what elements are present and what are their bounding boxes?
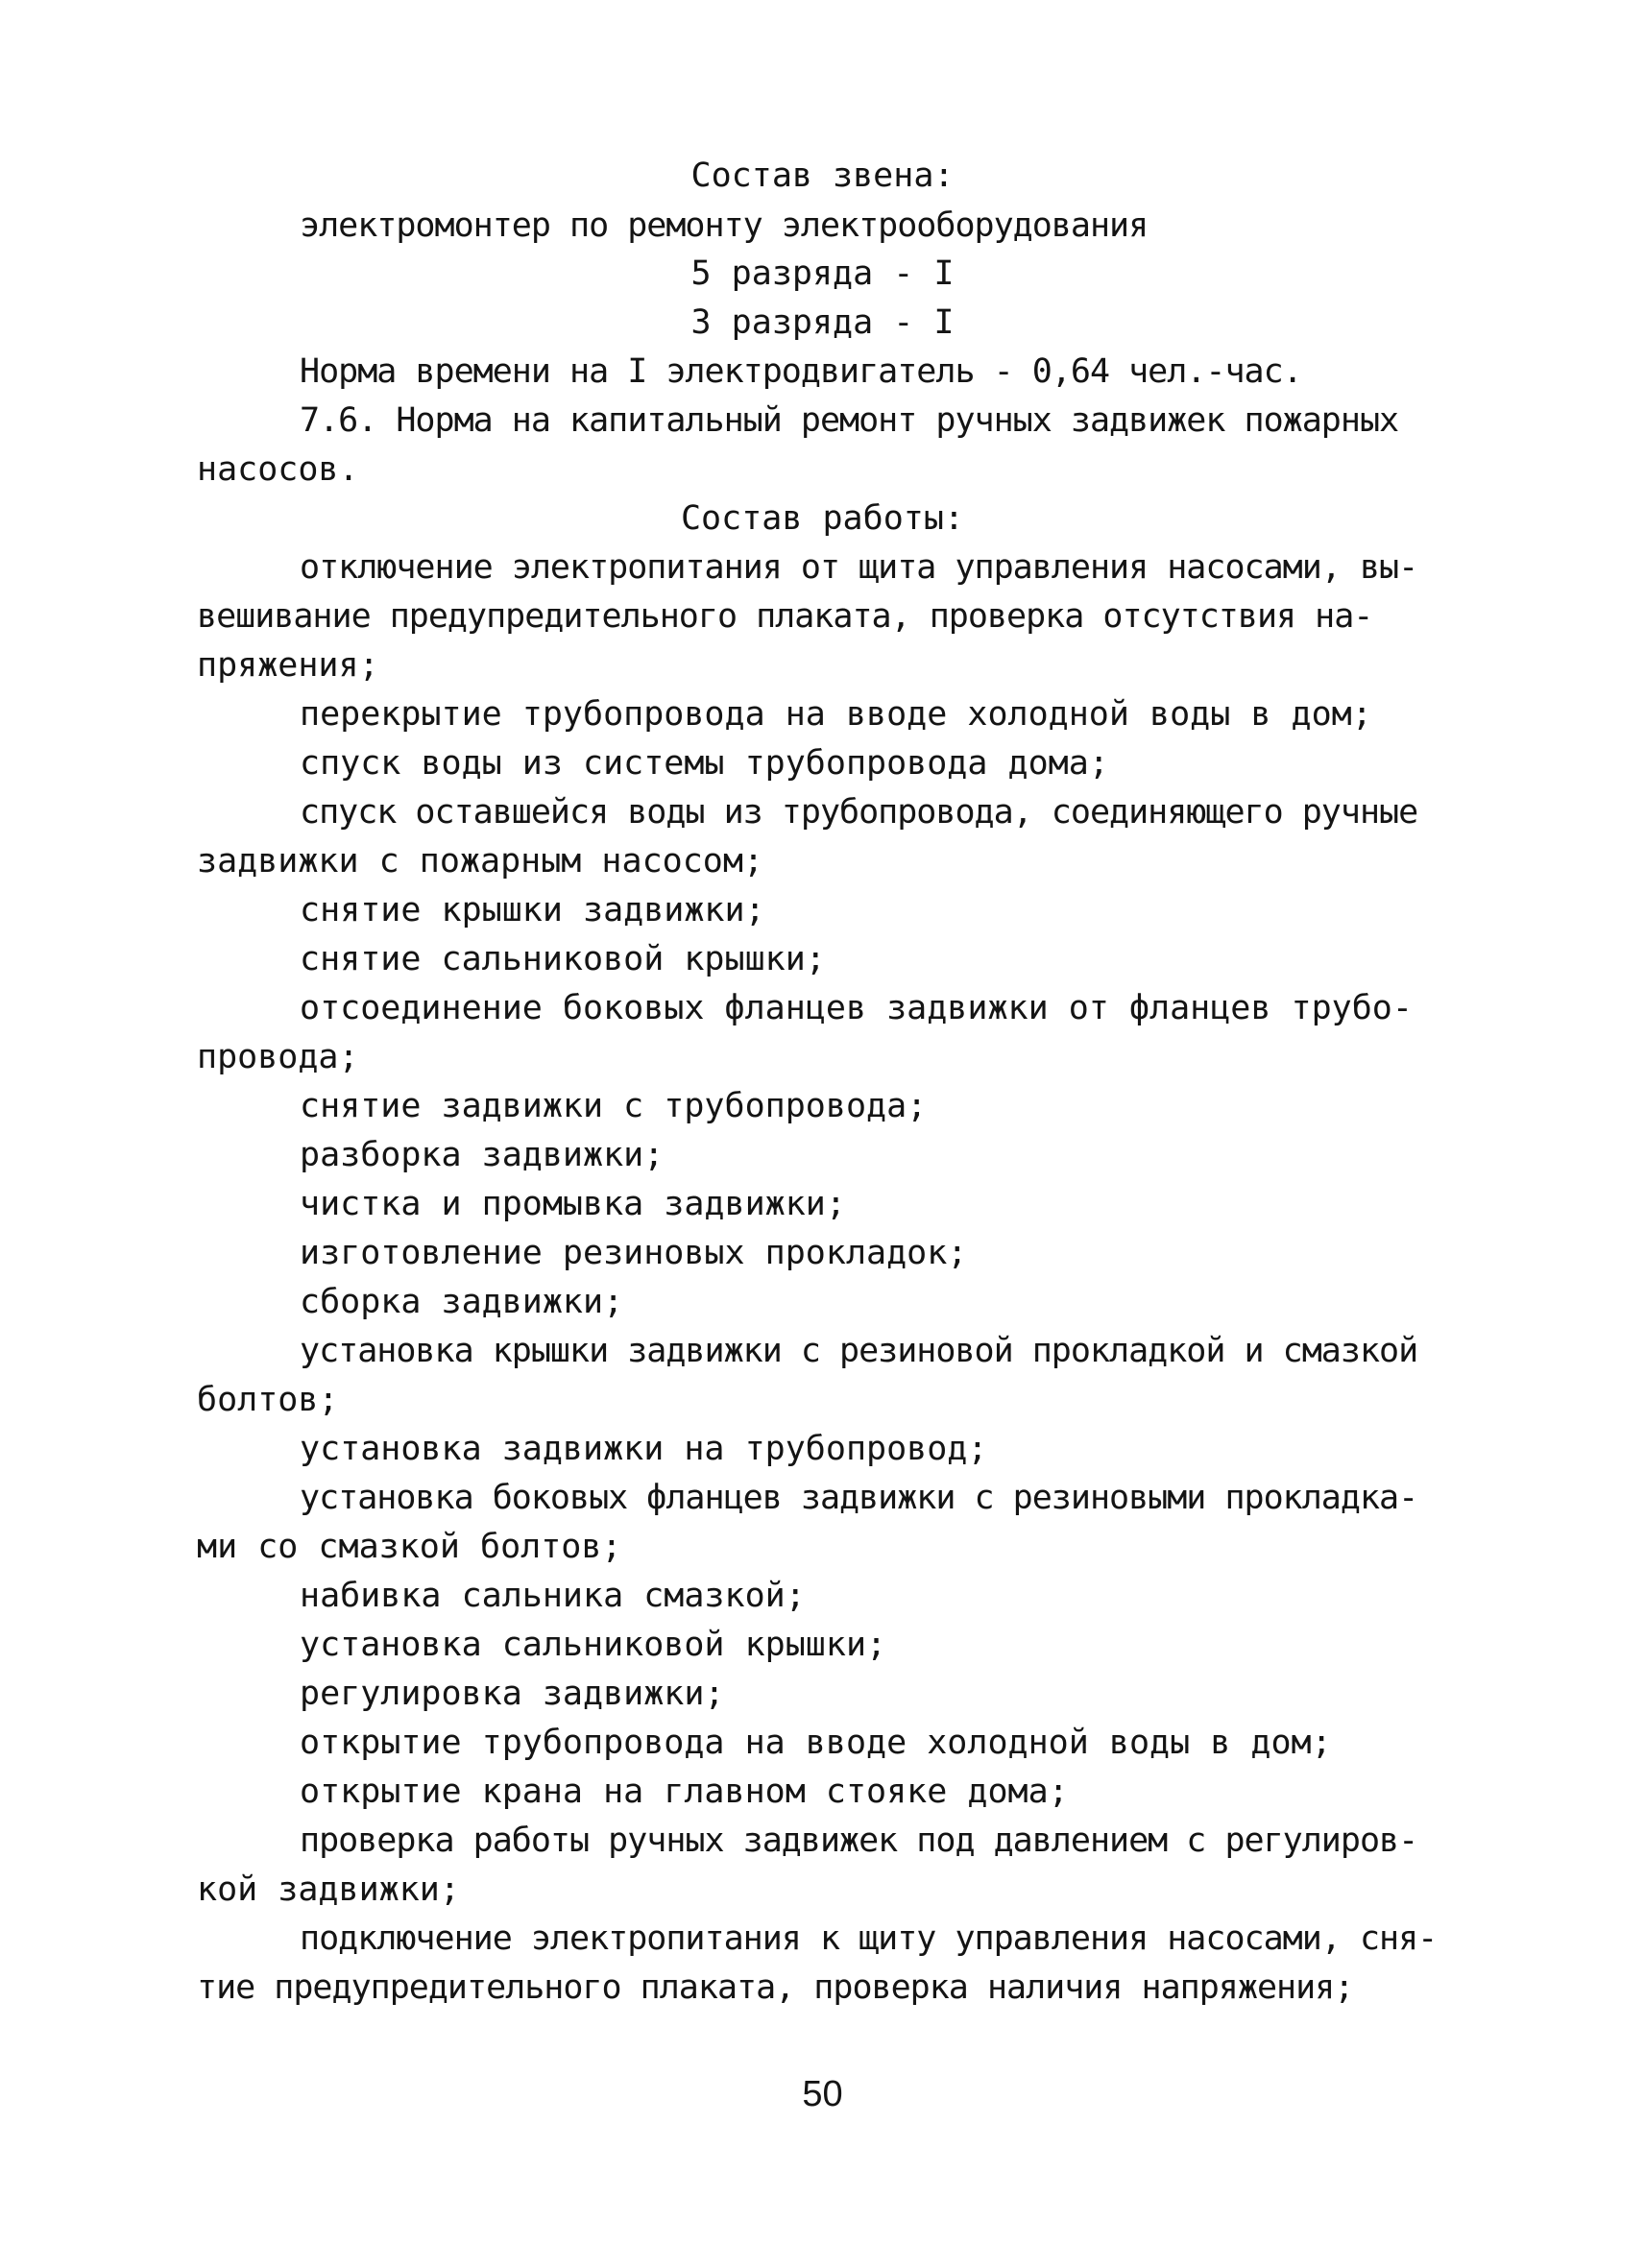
work-line: установка задвижки на трубопровод; <box>300 1430 988 1468</box>
work-line: снятие крышки задвижки; <box>300 891 765 929</box>
work-line: отсоединение боковых фланцев задвижки от фланцев трубо- <box>300 989 1413 1027</box>
work-line: разборка задвижки; <box>300 1136 665 1174</box>
crew-heading: Состав звена: <box>690 157 955 195</box>
crew-grade-5: 5 разряда - I <box>690 254 955 293</box>
work-line: открытие крана на главном стояке дома; <box>300 1773 1069 1811</box>
page-number: 50 <box>802 2074 843 2114</box>
work-line: открытие трубопровода на вводе холодной воды в дом; <box>300 1724 1332 1762</box>
work-line: пряжения; <box>197 646 379 685</box>
work-line: тие предупредительного плаката, проверка наличия напряжения; <box>197 1968 1354 2007</box>
work-line: установка боковых фланцев задвижки с резиновыми прокладка- <box>300 1479 1418 1517</box>
work-line: перекрытие трубопровода на вводе холодной воды в дом; <box>300 695 1372 734</box>
work-line: чистка и промывка задвижки; <box>300 1185 846 1223</box>
work-line: регулировка задвижки; <box>300 1675 725 1713</box>
work-line: установка крышки задвижки с резиновой прокладкой и смазкой <box>300 1332 1418 1370</box>
section-title-line-2: насосов. <box>197 450 359 489</box>
work-line: спуск воды из системы трубопровода дома; <box>300 744 1109 783</box>
time-norm: Норма времени на I электродвигатель - 0,64 чел.-час. <box>300 352 1302 391</box>
work-line: набивка сальника смазкой; <box>300 1577 806 1615</box>
work-line: подключение электропитания к щиту управления насосами, сня- <box>300 1919 1438 1958</box>
work-line: установка сальниковой крышки; <box>300 1626 887 1664</box>
work-line: сборка задвижки; <box>300 1283 624 1321</box>
crew-worker: электромонтер по ремонту электрооборудования <box>300 206 1149 245</box>
work-line: провода; <box>197 1038 359 1076</box>
section-title-line-1: 7.6. Норма на капитальный ремонт ручных задвижек пожарных <box>300 401 1399 440</box>
work-line: снятие задвижки с трубопровода; <box>300 1087 928 1125</box>
work-line: вешивание предупредительного плаката, проверка отсутствия на- <box>197 597 1373 636</box>
work-line: проверка работы ручных задвижек под давлением с регулиров- <box>300 1822 1418 1860</box>
work-heading: Состав работы: <box>680 499 964 538</box>
work-line: спуск оставшейся воды из трубопровода, соединяющего ручные <box>300 793 1418 832</box>
work-line: снятие сальниковой крышки; <box>300 940 826 978</box>
work-line: кой задвижки; <box>197 1870 460 1909</box>
work-line: болтов; <box>197 1381 339 1419</box>
work-line: ми со смазкой болтов; <box>197 1528 622 1566</box>
crew-grade-3: 3 разряда - I <box>690 303 955 342</box>
work-line: задвижки с пожарным насосом; <box>197 842 764 881</box>
work-line: отключение электропитания от щита управления насосами, вы- <box>300 548 1418 587</box>
work-line: изготовление резиновых прокладок; <box>300 1234 968 1272</box>
